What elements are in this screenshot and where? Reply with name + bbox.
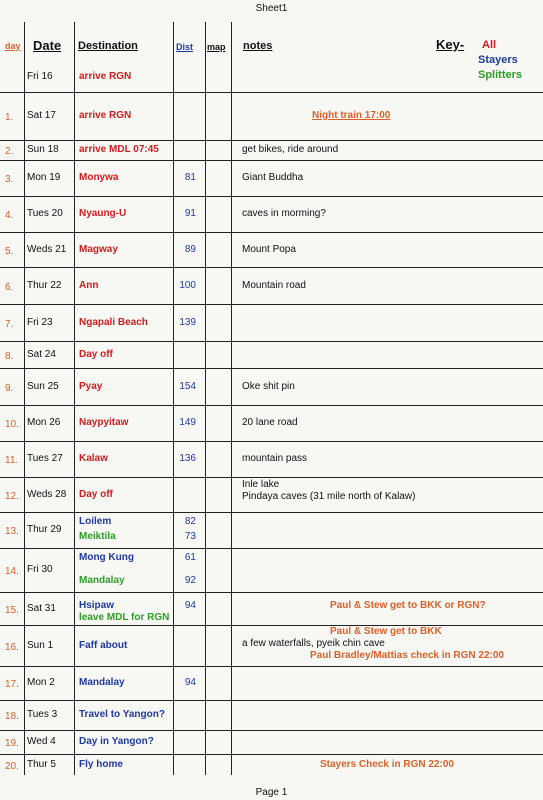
- row-destination: Faff about: [79, 639, 128, 651]
- row-destination: arrive MDL 07:45: [79, 144, 159, 155]
- row-destination: Magway: [79, 243, 118, 255]
- row-destination: Ngapali Beach: [79, 316, 148, 328]
- row-note: Paul & Stew get to BKK: [330, 626, 442, 637]
- row-date: Sat 24: [27, 348, 56, 360]
- row-distance: 73: [184, 531, 196, 542]
- row-date: Sun 25: [27, 380, 59, 392]
- row-divider: [0, 92, 543, 93]
- row-divider: [0, 548, 543, 549]
- row-divider: [0, 368, 543, 369]
- row-date: Thur 29: [27, 524, 62, 535]
- header-destination: Destination: [78, 40, 138, 52]
- row-date: Weds 21: [27, 243, 67, 255]
- row-destination: Day in Yangon?: [79, 736, 154, 747]
- key-stayers: Stayers: [478, 54, 518, 66]
- row-note: Giant Buddha: [242, 172, 304, 183]
- row-note: Night train 17:00: [312, 110, 391, 121]
- row-date: Thur 22: [27, 279, 62, 291]
- row-day-number: 9.: [5, 382, 14, 394]
- row-divider: [0, 666, 543, 667]
- row-distance: 154: [179, 380, 196, 392]
- row-divider: [0, 341, 543, 342]
- header-day: day: [5, 41, 21, 51]
- row-divider: [0, 140, 543, 141]
- row-date: Mon 26: [27, 417, 61, 428]
- row-day-number: 5.: [5, 245, 14, 257]
- row-distance: 91: [184, 208, 196, 219]
- row-day-number: 8.: [5, 350, 14, 362]
- row-date: Wed 4: [27, 736, 56, 747]
- row-day-number: 20.: [5, 760, 19, 772]
- key-all: All: [482, 39, 497, 51]
- row-note: Mount Popa: [242, 243, 296, 255]
- row-destination: Fly home: [79, 758, 123, 770]
- row-note: Paul Bradley/Mattias check in RGN 22:00: [310, 650, 504, 661]
- row-divider: [0, 754, 543, 755]
- row-distance: 61: [184, 552, 196, 563]
- row-day-number: 6.: [5, 281, 14, 293]
- row-date: Sun 18: [27, 144, 59, 155]
- row-date: Weds 28: [27, 488, 67, 500]
- row-divider: [0, 441, 543, 442]
- col-divider-date: [74, 22, 75, 775]
- row-date: Thur 5: [27, 758, 56, 770]
- row-day-number: 18.: [5, 711, 19, 722]
- row-destination: arrive RGN: [79, 71, 132, 82]
- row-day-number: 12.: [5, 490, 19, 502]
- row-destination: leave MDL for RGN: [79, 612, 170, 623]
- row-distance: 100: [179, 279, 196, 291]
- row-day-number: 2.: [5, 146, 14, 157]
- row-day-number: 17.: [5, 679, 19, 690]
- col-divider-destination: [173, 22, 174, 775]
- row-distance: 94: [184, 677, 196, 688]
- row-day-number: 15.: [5, 604, 19, 616]
- row-day-number: 1.: [5, 112, 14, 123]
- row-destination: Meiktila: [79, 531, 116, 542]
- page-footer: Page 1: [255, 787, 288, 798]
- row-divider: [0, 512, 543, 513]
- row-divider: [0, 625, 543, 626]
- header-dist: Dist: [176, 42, 194, 52]
- row-date: Fri 30: [27, 564, 53, 575]
- col-divider-map: [231, 22, 232, 775]
- row-destination: Travel to Yangon?: [79, 709, 165, 720]
- row-destination: Day off: [79, 488, 113, 500]
- row-divider: [0, 592, 543, 593]
- row-date: Fri 23: [27, 316, 53, 328]
- row-distance: 82: [184, 516, 196, 527]
- row-date: Sat 17: [27, 110, 56, 121]
- row-destination: Ann: [79, 279, 99, 291]
- key-splitters: Splitters: [478, 69, 523, 81]
- row-destination: Nyaung-U: [79, 208, 127, 219]
- header-notes: notes: [243, 40, 273, 52]
- row-note: Inle lake: [242, 479, 280, 490]
- row-note: mountain pass: [242, 453, 308, 464]
- row-date: Tues 27: [27, 453, 63, 464]
- header-date: Date: [33, 38, 62, 53]
- row-day-number: 14.: [5, 566, 19, 577]
- row-note: Pindaya caves (31 mile north of Kalaw): [242, 491, 416, 502]
- key-label: Key-: [436, 37, 465, 52]
- row-divider: [0, 196, 543, 197]
- row-distance: 92: [184, 575, 196, 586]
- row-day-number: 13.: [5, 526, 19, 537]
- row-distance: 81: [184, 172, 196, 183]
- row-date: Mon 19: [27, 172, 61, 183]
- row-divider: [0, 700, 543, 701]
- row-distance: 94: [184, 600, 196, 611]
- row-date: Sat 31: [27, 602, 56, 614]
- row-destination: arrive RGN: [79, 110, 132, 121]
- row-destination: Day off: [79, 348, 113, 360]
- row-day-number: 19.: [5, 738, 19, 749]
- row-divider: [0, 477, 543, 478]
- row-note: caves in morming?: [242, 208, 326, 219]
- row-day-number: 3.: [5, 174, 14, 185]
- header-map: map: [207, 42, 226, 52]
- row-note: Oke shit pin: [242, 380, 295, 392]
- sheet-title: Sheet1: [255, 3, 288, 14]
- row-destination: Monywa: [79, 172, 119, 183]
- row-note: get bikes, ride around: [242, 144, 339, 155]
- row-day-number: 11.: [5, 455, 19, 466]
- row-day-number: 16.: [5, 641, 19, 653]
- row-note: Paul & Stew get to BKK or RGN?: [330, 600, 486, 611]
- row-destination: Kalaw: [79, 453, 108, 464]
- row-destination: Mandalay: [79, 677, 125, 688]
- row-destination: Mong Kung: [79, 552, 134, 563]
- row-divider: [0, 267, 543, 268]
- row-day-number: 7.: [5, 318, 14, 330]
- row-distance: 149: [179, 417, 196, 428]
- row-divider: [0, 730, 543, 731]
- row-divider: [0, 232, 543, 233]
- row-distance: 136: [179, 453, 196, 464]
- row-day-number: 4.: [5, 210, 14, 221]
- row-day-number: 10.: [5, 419, 19, 430]
- row-date: Tues 20: [27, 208, 63, 219]
- row-distance: 89: [184, 243, 196, 255]
- row-note: Mountain road: [242, 279, 306, 291]
- row-date: Fri 16: [27, 71, 53, 82]
- row-distance: 139: [179, 316, 196, 328]
- row-note: 20 lane road: [242, 417, 298, 428]
- row-divider: [0, 304, 543, 305]
- row-date: Mon 2: [27, 677, 55, 688]
- row-note: Stayers Check in RGN 22:00: [320, 758, 454, 770]
- row-destination: Loilem: [79, 516, 112, 527]
- row-note: a few waterfalls, pyeik chin cave: [242, 638, 385, 649]
- row-divider: [0, 160, 543, 161]
- col-divider-dist: [205, 22, 206, 775]
- row-date: Sun 1: [27, 639, 54, 651]
- row-divider: [0, 405, 543, 406]
- row-destination: Naypyitaw: [79, 417, 129, 428]
- row-destination: Pyay: [79, 380, 103, 392]
- col-divider-day: [24, 22, 25, 775]
- row-destination: Mandalay: [79, 575, 125, 586]
- row-destination: Hsipaw: [79, 600, 115, 611]
- row-date: Tues 3: [27, 709, 58, 720]
